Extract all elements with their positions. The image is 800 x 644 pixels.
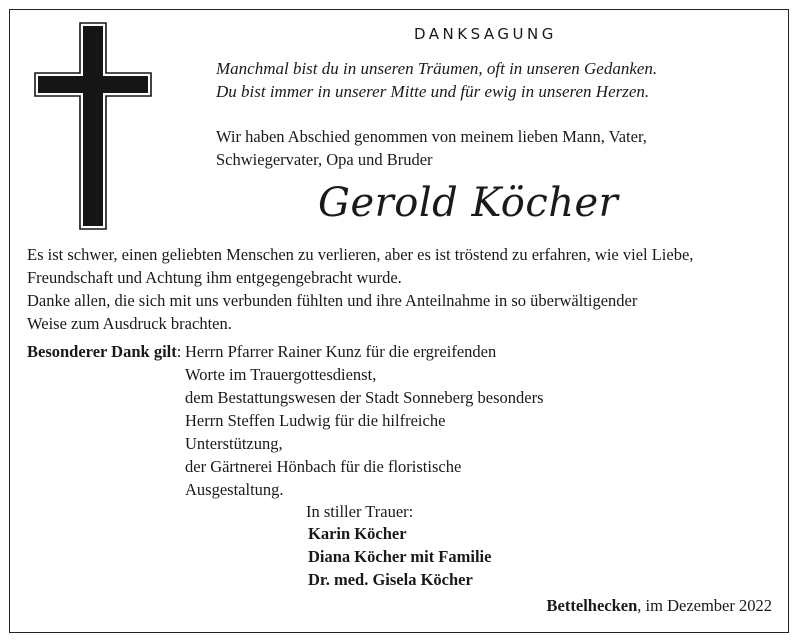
thanks-colon: : (176, 342, 182, 361)
intro-line: Schwiegervater, Opa und Bruder (216, 150, 433, 169)
poem-line: Manchmal bist du in unseren Träumen, oft in unseren Gedanken. (216, 59, 658, 78)
mourning-label: In stiller Trauer: (306, 502, 414, 521)
deceased-name: Gerold Köcher (318, 180, 619, 226)
thanks-lines (185, 363, 544, 501)
thanks-line: Unterstützung, (185, 434, 283, 453)
thanks-line: dem Bestattungswesen der Stadt Sonneberg besonders (185, 388, 544, 407)
intro-text (216, 125, 647, 171)
mourner-name: Diana Köcher mit Familie (308, 547, 492, 566)
mourner-name: Dr. med. Gisela Köcher (308, 570, 473, 589)
thanks-line: Herrn Steffen Ludwig für die hilfreiche (185, 411, 446, 430)
cross-icon (34, 22, 152, 230)
notice-heading: DANKSAGUNG (414, 25, 557, 43)
poem-line: Du bist immer in unserer Mitte und für ewig in unseren Herzen. (216, 82, 650, 101)
thanks-label-text: Besonderer Dank gilt (27, 342, 177, 361)
body-line: Freundschaft und Achtung ihm entgegengebracht wurde. (27, 268, 402, 287)
place-name: Bettelhecken (546, 596, 638, 615)
place-date (547, 596, 772, 616)
body-line: Es ist schwer, einen geliebten Menschen zu verlieren, aber es ist tröstend zu erfahren, wie viel Liebe, (27, 245, 694, 264)
thanks-line: Ausgestaltung. (185, 480, 284, 499)
mourner-name: Karin Köcher (308, 524, 407, 543)
intro-line: Wir haben Abschied genommen von meinem lieben Mann, Vater, (216, 127, 647, 146)
body-line: Danke allen, die sich mit uns verbunden fühlten und ihre Anteilnahme in so überwältigender (27, 291, 638, 310)
thanks-line: der Gärtnerei Hönbach für die floristische (185, 457, 462, 476)
thanks-line: Worte im Trauergottesdienst, (185, 365, 377, 384)
thanks-first-line: Herrn Pfarrer Rainer Kunz für die ergreifenden (185, 342, 497, 361)
notice-date: , im Dezember 2022 (637, 596, 772, 615)
mourners-list (308, 522, 491, 591)
body-text (27, 243, 693, 335)
body-line: Weise zum Ausdruck brachten. (27, 314, 232, 333)
thanks-label (27, 340, 181, 363)
poem (216, 57, 657, 103)
